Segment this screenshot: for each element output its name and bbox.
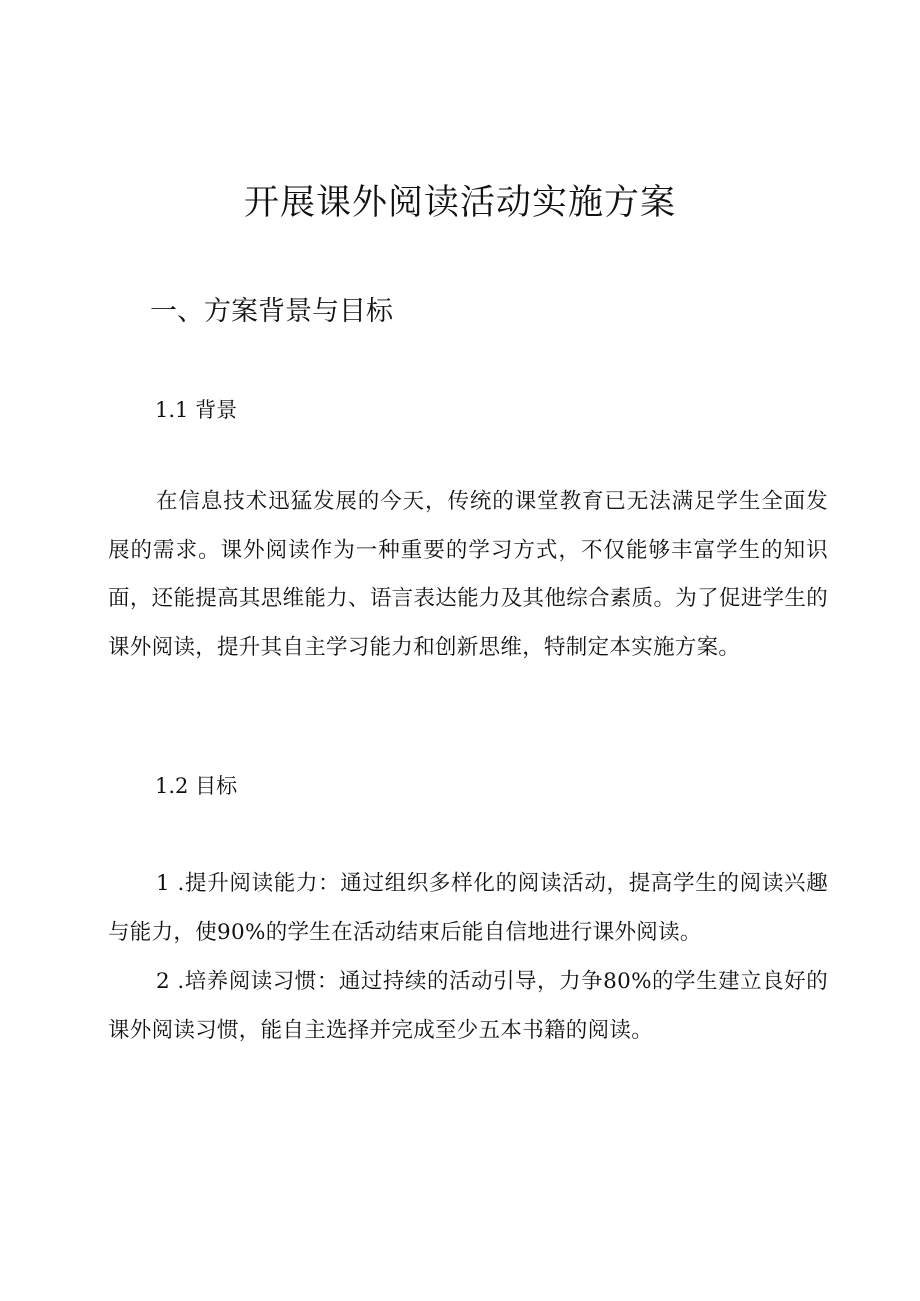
- goal-item-reading-habit: 2 .培养阅读习惯：通过持续的活动引导，力争80%的学生建立良好的课外阅读习惯，能自主选择并完成至少五本书籍的阅读。: [108, 969, 828, 1043]
- subsection-heading-background: 1.1 背景: [155, 398, 238, 422]
- background-paragraph: 在信息技术迅猛发展的今天，传统的课堂教育已无法满足学生全面发展的需求。课外阅读作为一种重要的学习方式，不仅能够丰富学生的知识面，还能提高其思维能力、语言表达能力及其他综合素质。为了促进学生的课外阅读，提升其自主学习能力和创新思维，特制定本实施方案。: [108, 489, 828, 660]
- section-heading-background-goals: 一、方案背景与目标: [150, 296, 393, 327]
- document-title: 开展课外阅读活动实施方案: [243, 183, 676, 223]
- goal-item-reading-ability: 1 .提升阅读能力：通过组织多样化的阅读活动，提高学生的阅读兴趣与能力，使90%的学生在活动结束后能自信地进行课外阅读。: [108, 871, 828, 945]
- subsection-heading-goals: 1.2 目标: [155, 774, 238, 798]
